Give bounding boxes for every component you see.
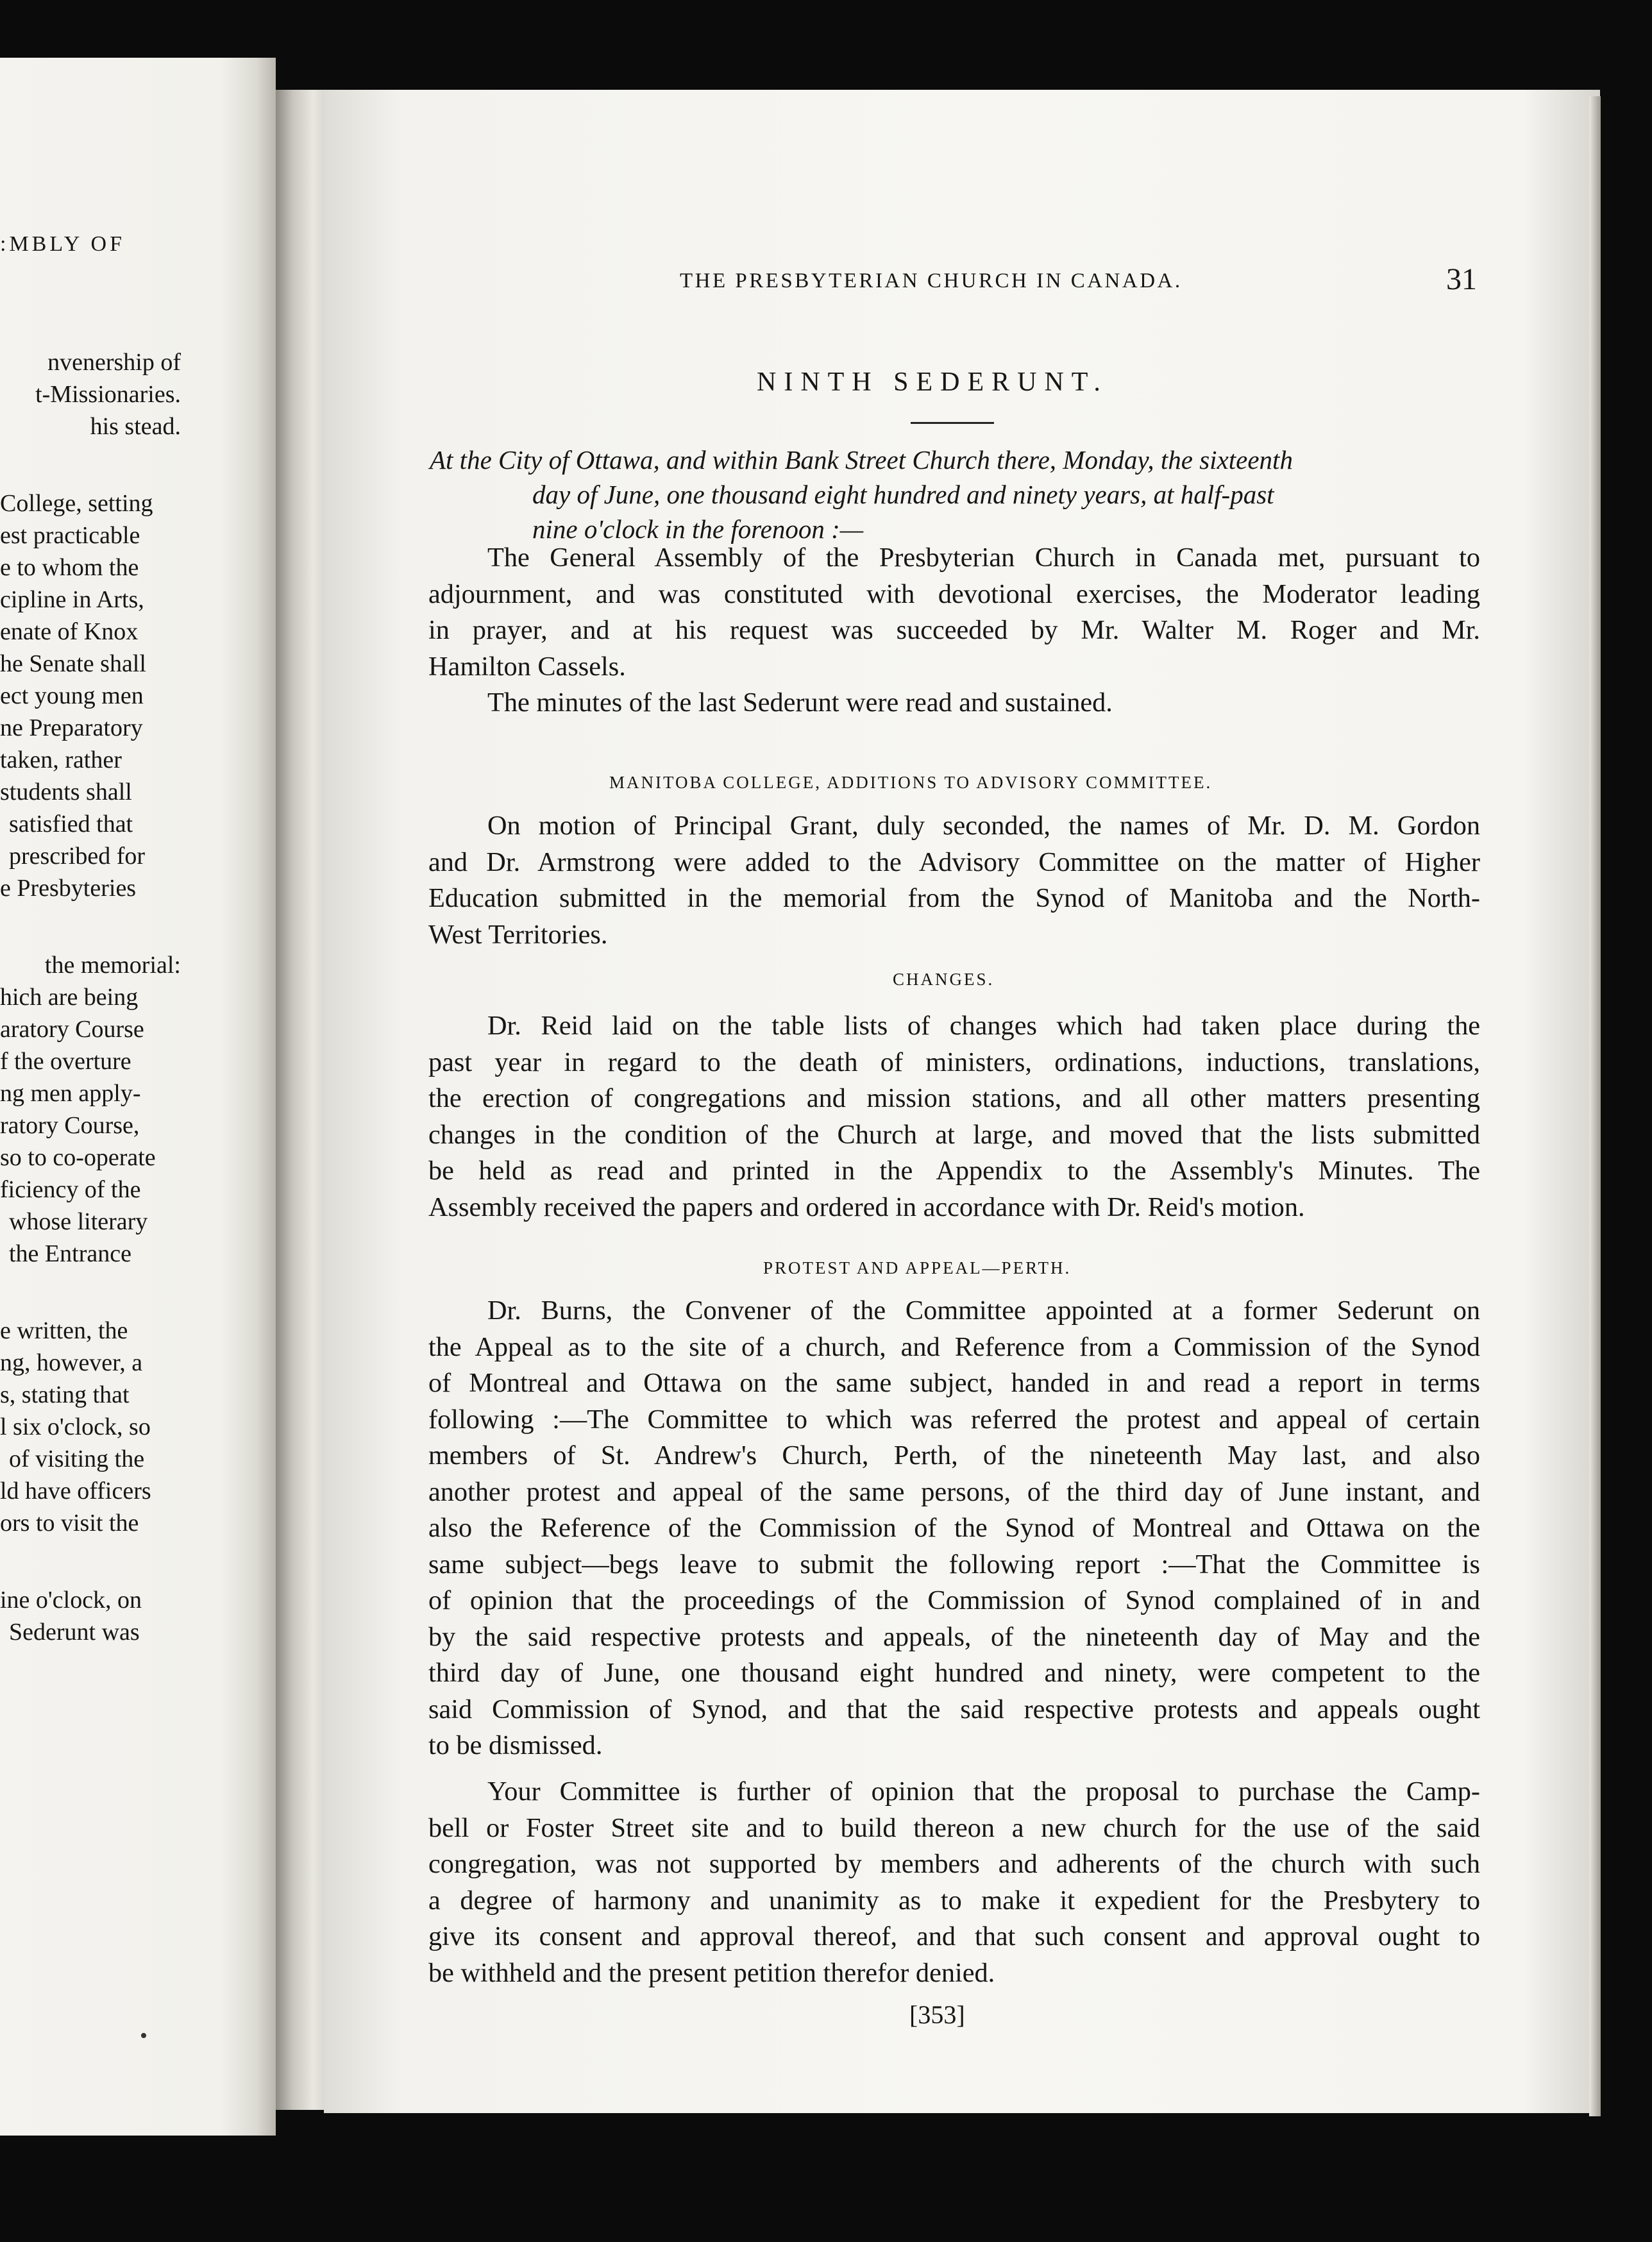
- text-line: On motion of Principal Grant, duly seconded, the names of Mr. D. M. Gordon: [487, 811, 1480, 841]
- left-page-line: the Entrance: [9, 1240, 131, 1267]
- text-line: Education submitted in the memorial from the Synod of Manitoba and the North-: [428, 883, 1480, 913]
- dateline-line: day of June, one thousand eight hundred and ninety years, at half-past: [532, 480, 1274, 509]
- section-title: NINTH SEDERUNT.: [757, 367, 1108, 397]
- heading-manitoba-college: MANITOBA COLLEGE, ADDITIONS TO ADVISORY COMMITTEE.: [609, 773, 1213, 792]
- text-line: bell or Foster Street site and to build thereon a new church for the use of the said: [428, 1812, 1480, 1843]
- left-page-line: ficiency of the: [0, 1176, 141, 1203]
- left-page-line: taken, rather: [0, 746, 122, 773]
- text-line: past year in regard to the death of ministers, ordinations, inductions, translations,: [428, 1047, 1480, 1077]
- text-line: and Dr. Armstrong were added to the Advisory Committee on the matter of Higher: [428, 847, 1480, 877]
- title-rule: [911, 422, 994, 424]
- left-page-line: ratory Course,: [0, 1112, 140, 1139]
- text-line: adjournment, and was constituted with devotional exercises, the Moderator leading: [428, 578, 1480, 609]
- left-page-line: e Presbyteries: [0, 875, 137, 902]
- paragraph-changes: [428, 1008, 1480, 1226]
- left-page-line: of visiting the: [9, 1446, 145, 1472]
- text-line: the Appeal as to the site of a church, and Reference from a Commission of the Synod: [428, 1331, 1480, 1362]
- left-page-line: s, stating that: [0, 1381, 130, 1408]
- left-page-line: satisfied that: [9, 811, 133, 838]
- text-line: following :—The Committee to which was referred the protest and appeal of certain: [428, 1404, 1480, 1435]
- text-line: third day of June, one thousand eight hundred and ninety, were competent to the: [428, 1658, 1480, 1688]
- left-page-line: hich are being: [0, 984, 139, 1011]
- left-page-line: whose literary: [9, 1208, 148, 1235]
- left-page-line: so to co-operate: [0, 1144, 156, 1171]
- left-page-line: e written, the: [0, 1317, 128, 1344]
- text-line: The General Assembly of the Presbyterian Church in Canada met, pursuant to: [487, 543, 1480, 573]
- left-page-line: his stead.: [90, 413, 181, 440]
- text-line: Assembly received the papers and ordered in accordance with Dr. Reid's motion.: [428, 1192, 1305, 1222]
- left-page-line: ine o'clock, on: [0, 1587, 142, 1614]
- paragraph-opening: [428, 540, 1480, 721]
- text-line: give its consent and approval thereof, and that such consent and approval ought to: [428, 1921, 1480, 1951]
- text-line: same subject—begs leave to submit the following report :—That the Committee is: [428, 1549, 1480, 1580]
- text-line: congregation, was not supported by members and adherents of the church with such: [428, 1849, 1480, 1879]
- left-page-line: enate of Knox: [0, 618, 139, 645]
- text-line: by the said respective protests and appeals, of the nineteenth day of May and the: [428, 1621, 1480, 1652]
- left-facing-page: [0, 58, 276, 2136]
- left-page-line: l six o'clock, so: [0, 1413, 151, 1440]
- dateline-line: At the City of Ottawa, and within Bank Street Church there, Monday, the sixteenth: [430, 445, 1293, 475]
- left-page-line: ld have officers: [0, 1478, 151, 1504]
- text-line: West Territories.: [428, 919, 608, 950]
- text-line: to be dismissed.: [428, 1730, 603, 1760]
- ink-dot: [141, 2033, 146, 2038]
- paragraph-protest: [428, 1293, 1480, 1764]
- left-running-head: :MBLY OF: [0, 232, 125, 256]
- text-line: changes in the condition of the Church at large, and moved that the lists submitted: [428, 1119, 1480, 1150]
- left-page-line: College, setting: [0, 490, 153, 517]
- text-line: of opinion that the proceedings of the Commission of Synod complained of in and: [428, 1585, 1480, 1615]
- page-number: 31: [1446, 262, 1477, 296]
- left-page-line: t-Missionaries.: [35, 381, 181, 408]
- left-page-line: nvenership of: [47, 349, 181, 376]
- left-page-line: cipline in Arts,: [0, 586, 144, 613]
- left-page-line: Sederunt was: [9, 1619, 140, 1646]
- text-line: the erection of congregations and mission stations, and all other matters presenting: [428, 1083, 1480, 1113]
- heading-changes: CHANGES.: [893, 970, 995, 989]
- left-page-line: ors to visit the: [0, 1510, 139, 1537]
- left-page-line: est practicable: [0, 522, 140, 549]
- left-page-line: ne Preparatory: [0, 714, 143, 741]
- text-line: be withheld and the present petition therefor denied.: [428, 1957, 995, 1988]
- left-page-line: ng men apply-: [0, 1080, 141, 1107]
- text-line: members of St. Andrew's Church, Perth, of the nineteenth May last, and also: [428, 1440, 1480, 1471]
- left-page-line: prescribed for: [9, 843, 146, 870]
- text-line: a degree of harmony and unanimity as to make it expedient for the Presbytery to: [428, 1885, 1480, 1916]
- text-line: Hamilton Cassels.: [428, 651, 626, 682]
- left-page-line: aratory Course: [0, 1016, 144, 1043]
- text-line: Dr. Reid laid on the table lists of changes which had taken place during the: [487, 1011, 1480, 1041]
- text-line: said Commission of Synod, and that the said respective protests and appeals ought: [428, 1694, 1480, 1724]
- left-page-line: e to whom the: [0, 554, 139, 581]
- left-page-line: f the overture: [0, 1048, 131, 1075]
- text-line: also the Reference of the Commission of the Synod of Montreal and Ottawa on the: [428, 1513, 1480, 1543]
- dateline: [430, 442, 1481, 546]
- text-line: Your Committee is further of opinion that the proposal to purchase the Camp-: [487, 1776, 1480, 1807]
- left-page-line: ect young men: [0, 682, 144, 709]
- page-edge: [1589, 96, 1601, 2116]
- text-line: Dr. Burns, the Convener of the Committee appointed at a former Sederunt on: [487, 1295, 1480, 1326]
- left-page-line: ng, however, a: [0, 1349, 143, 1376]
- text-line: The minutes of the last Sederunt were read and sustained.: [487, 687, 1113, 718]
- text-line: be held as read and printed in the Appendix to the Assembly's Minutes. The: [428, 1156, 1480, 1186]
- text-line: in prayer, and at his request was succeeded by Mr. Walter M. Roger and Mr.: [428, 615, 1480, 645]
- running-head: THE PRESBYTERIAN CHURCH IN CANADA.: [680, 269, 1183, 292]
- text-line: another protest and appeal of the same persons, of the third day of June instant, and: [428, 1476, 1480, 1507]
- paragraph-manitoba: [428, 808, 1480, 953]
- signature-mark: [353]: [909, 2000, 965, 2029]
- dateline-line: nine o'clock in the forenoon :—: [532, 514, 864, 544]
- text-line: of Montreal and Ottawa on the same subject, handed in and read a report in terms: [428, 1368, 1480, 1398]
- left-page-line: the memorial:: [44, 952, 181, 979]
- left-page-line: students shall: [0, 779, 132, 805]
- heading-protest-appeal: PROTEST AND APPEAL—PERTH.: [763, 1258, 1072, 1277]
- paragraph-committee-opinion: [428, 1774, 1480, 1991]
- left-page-line: he Senate shall: [0, 650, 146, 677]
